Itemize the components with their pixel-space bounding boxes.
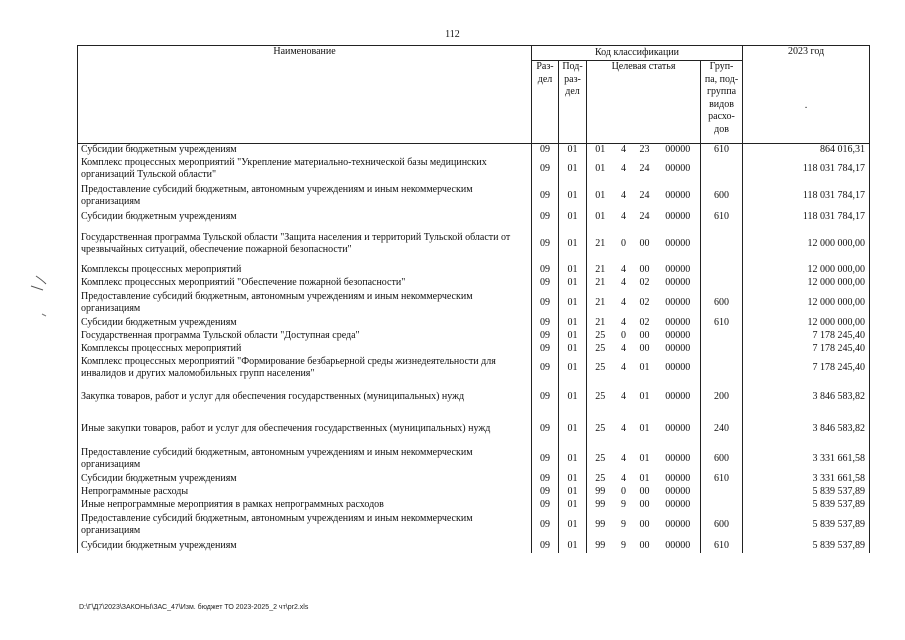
row-name: Предоставление субсидий бюджетным, автономным учреждениям и иным некоммерческим организациям — [78, 445, 532, 472]
row-name: Субсидии бюджетным учреждениям — [78, 209, 532, 224]
row-expense-group: 600 — [701, 511, 743, 538]
row-razdel: 09 — [532, 538, 559, 553]
row-target-type: 4 — [621, 316, 626, 328]
row-amount: 5 839 537,89 — [743, 498, 870, 511]
row-target-type: 0 — [621, 485, 626, 497]
header-year — [743, 46, 870, 144]
table-row — [78, 342, 870, 355]
row-target-subprogram: 24 — [639, 210, 650, 222]
row-podrazdel: 01 — [559, 276, 587, 289]
row-name: Комплексы процессных мероприятий — [78, 342, 532, 355]
row-podrazdel: 01 — [559, 156, 587, 182]
row-podrazdel: 01 — [559, 209, 587, 224]
row-target-direction: 00000 — [656, 445, 701, 472]
row-target-type: 4 — [621, 276, 626, 288]
row-name: Предоставление субсидий бюджетным, автономным учреждениям и иным некоммерческим организациям — [78, 182, 532, 209]
row-target-type: 4 — [621, 452, 626, 464]
row-razdel: 09 — [532, 144, 559, 157]
table-row — [78, 329, 870, 342]
header-code: Код классификации — [532, 46, 743, 61]
row-expense-group — [701, 355, 743, 381]
row-podrazdel: 01 — [559, 316, 587, 329]
table-row — [78, 511, 870, 538]
header-podrazdel: Под- раз- дел — [559, 61, 587, 144]
row-target-program: 01 — [595, 144, 606, 155]
row-amount: 5 839 537,89 — [743, 511, 870, 538]
row-target-type: 4 — [621, 163, 626, 174]
row-amount: 3 331 661,58 — [743, 472, 870, 485]
row-target-direction: 00000 — [656, 355, 701, 381]
row-name: Закупка товаров, работ и услуг для обеспечения государственных (муниципальных) нужд — [78, 381, 532, 413]
row-name: Субсидии бюджетным учреждениям — [78, 316, 532, 329]
row-target-type: 0 — [621, 329, 626, 341]
row-name: Иные закупки товаров, работ и услуг для обеспечения государственных (муниципальных) нужд — [78, 413, 532, 445]
row-target-direction: 00000 — [656, 156, 701, 182]
row-target-program: 01 — [595, 210, 606, 222]
row-target-program: 25 — [595, 391, 606, 402]
row-razdel: 09 — [532, 342, 559, 355]
row-target-direction: 00000 — [656, 276, 701, 289]
row-target-subprogram: 00 — [639, 539, 650, 551]
row-expense-group: 600 — [701, 182, 743, 209]
row-target-program: 25 — [595, 452, 606, 464]
row-podrazdel: 01 — [559, 182, 587, 209]
row-name: Комплекс процессных мероприятий "Формирование безбарьерной среды жизнедеятельности для инвалидов и других маломобильных групп населения" — [78, 355, 532, 381]
header-name — [78, 46, 532, 144]
row-razdel: 09 — [532, 485, 559, 498]
row-target-subprogram: 01 — [639, 452, 650, 464]
row-target-direction: 00000 — [656, 182, 701, 209]
row-target-type: 4 — [621, 296, 626, 308]
row-podrazdel: 01 — [559, 498, 587, 511]
row-razdel: 09 — [532, 413, 559, 445]
row-target-program: 01 — [595, 163, 606, 174]
row-expense-group: 600 — [701, 445, 743, 472]
row-target-subprogram: 00 — [639, 485, 650, 497]
table-row — [78, 144, 870, 157]
row-target-direction: 00000 — [656, 498, 701, 511]
row-target-direction: 00000 — [656, 342, 701, 355]
row-name: Предоставление субсидий бюджетным, автономным учреждениям и иным некоммерческим организациям — [78, 289, 532, 316]
row-target-program: 25 — [595, 329, 606, 341]
table-body — [78, 144, 870, 554]
row-target-subprogram: 00 — [639, 329, 650, 341]
row-target-direction: 00000 — [656, 381, 701, 413]
row-podrazdel: 01 — [559, 413, 587, 445]
row-amount: 118 031 784,17 — [743, 156, 870, 182]
table-row — [78, 276, 870, 289]
row-podrazdel: 01 — [559, 263, 587, 276]
row-target-direction: 00000 — [656, 263, 701, 276]
row-name: Субсидии бюджетным учреждениям — [78, 472, 532, 485]
row-podrazdel: 01 — [559, 224, 587, 263]
row-razdel: 09 — [532, 276, 559, 289]
page-number: 112 — [445, 29, 460, 40]
row-name: Комплекс процессных мероприятий "Обеспечение пожарной безопасности" — [78, 276, 532, 289]
row-target-subprogram: 01 — [639, 423, 650, 434]
row-razdel: 09 — [532, 445, 559, 472]
row-razdel: 09 — [532, 316, 559, 329]
row-target-program: 21 — [595, 237, 606, 249]
table-row — [78, 156, 870, 182]
row-target-type: 4 — [621, 189, 626, 201]
row-podrazdel: 01 — [559, 511, 587, 538]
row-razdel: 09 — [532, 224, 559, 263]
row-podrazdel: 01 — [559, 472, 587, 485]
row-amount: 3 331 661,58 — [743, 445, 870, 472]
row-target-type: 4 — [621, 423, 626, 434]
row-expense-group — [701, 329, 743, 342]
row-amount: 3 846 583,82 — [743, 381, 870, 413]
footer-file-path: D:\Г\Д7\2023\ЗАКОНЫ\ЗАС_47\Изм. бюджет ТО 2023-2025_2 чт\pr2.xls — [79, 604, 309, 611]
row-target-type: 4 — [621, 342, 626, 354]
row-target-subprogram: 23 — [639, 144, 650, 155]
header-year-mark: · — [804, 102, 808, 114]
row-amount: 12 000 000,00 — [743, 263, 870, 276]
row-target-program: 25 — [595, 342, 606, 354]
table-row — [78, 445, 870, 472]
row-podrazdel: 01 — [559, 381, 587, 413]
row-amount: 5 839 537,89 — [743, 485, 870, 498]
table-row — [78, 289, 870, 316]
row-amount: 118 031 784,17 — [743, 209, 870, 224]
row-expense-group: 200 — [701, 381, 743, 413]
table-row — [78, 498, 870, 511]
row-amount: 5 839 537,89 — [743, 538, 870, 553]
row-expense-group: 610 — [701, 316, 743, 329]
row-podrazdel: 01 — [559, 289, 587, 316]
table-row — [78, 472, 870, 485]
row-target-type: 4 — [621, 210, 626, 222]
row-target-type: 4 — [621, 391, 626, 402]
table-row — [78, 413, 870, 445]
header-year-label: 2023 год — [787, 46, 825, 57]
row-razdel: 09 — [532, 511, 559, 538]
row-target-type: 4 — [621, 144, 626, 155]
row-name: Субсидии бюджетным учреждениям — [78, 538, 532, 553]
row-target-direction: 00000 — [656, 316, 701, 329]
row-target-program: 25 — [595, 472, 606, 484]
row-amount: 7 178 245,40 — [743, 355, 870, 381]
row-expense-group — [701, 498, 743, 511]
row-target-program: 99 — [595, 518, 606, 530]
row-target-program: 25 — [595, 423, 606, 434]
row-name: Субсидии бюджетным учреждениям — [78, 144, 532, 157]
row-amount: 12 000 000,00 — [743, 289, 870, 316]
row-target-type: 9 — [621, 518, 626, 530]
budget-table — [77, 45, 870, 553]
row-expense-group: 610 — [701, 472, 743, 485]
row-amount: 12 000 000,00 — [743, 224, 870, 263]
table-row — [78, 538, 870, 553]
row-podrazdel: 01 — [559, 329, 587, 342]
row-target-direction: 00000 — [656, 144, 701, 157]
row-razdel: 09 — [532, 289, 559, 316]
row-name: Государственная программа Тульской области "Доступная среда" — [78, 329, 532, 342]
row-podrazdel: 01 — [559, 485, 587, 498]
row-name: Государственная программа Тульской области "Защита населения и территорий Тульской области от чрезвычайных ситуаций, обеспечение пожарной безопасности" — [78, 224, 532, 263]
row-podrazdel: 01 — [559, 355, 587, 381]
row-target-program: 21 — [595, 263, 606, 275]
row-target-type: 0 — [621, 237, 626, 249]
row-expense-group: 610 — [701, 538, 743, 553]
row-podrazdel: 01 — [559, 538, 587, 553]
row-expense-group — [701, 156, 743, 182]
row-razdel: 09 — [532, 209, 559, 224]
table-row — [78, 355, 870, 381]
row-target-subprogram: 00 — [639, 498, 650, 510]
row-target-subprogram: 00 — [639, 342, 650, 354]
row-amount: 12 000 000,00 — [743, 276, 870, 289]
row-name: Непрограммные расходы — [78, 485, 532, 498]
row-target-type: 4 — [621, 362, 626, 373]
row-target-direction: 00000 — [656, 413, 701, 445]
row-target-direction: 00000 — [656, 329, 701, 342]
row-name: Предоставление субсидий бюджетным, автономным учреждениям и иным некоммерческим организациям — [78, 511, 532, 538]
row-razdel: 09 — [532, 381, 559, 413]
table-row — [78, 224, 870, 263]
table-row — [78, 485, 870, 498]
header-razdel: Раз- дел — [532, 61, 559, 144]
row-expense-group — [701, 224, 743, 263]
header-gruppa: Груп- па, под- группа видов расхо- дов — [701, 61, 743, 144]
row-target-program: 99 — [595, 539, 606, 551]
row-expense-group — [701, 342, 743, 355]
row-expense-group: 600 — [701, 289, 743, 316]
row-target-program: 21 — [595, 276, 606, 288]
table-row — [78, 316, 870, 329]
table-row — [78, 182, 870, 209]
row-target-program: 01 — [595, 189, 606, 201]
row-podrazdel: 01 — [559, 144, 587, 157]
table-row — [78, 263, 870, 276]
row-target-program: 21 — [595, 316, 606, 328]
row-razdel: 09 — [532, 156, 559, 182]
row-podrazdel: 01 — [559, 342, 587, 355]
row-expense-group — [701, 485, 743, 498]
row-name: Иные непрограммные мероприятия в рамках непрограммных расходов — [78, 498, 532, 511]
header-tselevaya: Целевая статья — [587, 61, 701, 144]
row-target-subprogram: 01 — [639, 362, 650, 373]
row-amount: 118 031 784,17 — [743, 182, 870, 209]
row-amount: 864 016,31 — [743, 144, 870, 157]
row-amount: 7 178 245,40 — [743, 329, 870, 342]
row-expense-group: 610 — [701, 209, 743, 224]
row-razdel: 09 — [532, 182, 559, 209]
row-target-type: 4 — [621, 263, 626, 275]
table-row — [78, 209, 870, 224]
table-header — [78, 46, 870, 144]
row-target-subprogram: 02 — [639, 316, 650, 328]
table-row — [78, 381, 870, 413]
row-target-direction: 00000 — [656, 538, 701, 553]
row-target-program: 99 — [595, 485, 606, 497]
row-razdel: 09 — [532, 498, 559, 511]
row-target-subprogram: 01 — [639, 391, 650, 402]
row-expense-group: 240 — [701, 413, 743, 445]
row-target-subprogram: 24 — [639, 163, 650, 174]
row-expense-group — [701, 276, 743, 289]
row-name: Комплекс процессных мероприятий "Укрепление материально-технической базы медицинских организаций Тульской области" — [78, 156, 532, 182]
row-target-direction: 00000 — [656, 472, 701, 485]
row-amount: 3 846 583,82 — [743, 413, 870, 445]
row-target-subprogram: 00 — [639, 263, 650, 275]
row-target-subprogram: 02 — [639, 276, 650, 288]
row-target-direction: 00000 — [656, 209, 701, 224]
row-target-direction: 00000 — [656, 224, 701, 263]
row-razdel: 09 — [532, 355, 559, 381]
row-expense-group — [701, 263, 743, 276]
row-expense-group: 610 — [701, 144, 743, 157]
row-target-type: 9 — [621, 539, 626, 551]
header-name-label: Наименование — [273, 46, 336, 57]
row-target-program: 99 — [595, 498, 606, 510]
row-target-direction: 00000 — [656, 289, 701, 316]
row-target-subprogram: 00 — [639, 518, 650, 530]
row-target-subprogram: 24 — [639, 189, 650, 201]
row-target-direction: 00000 — [656, 511, 701, 538]
row-razdel: 09 — [532, 329, 559, 342]
row-target-subprogram: 02 — [639, 296, 650, 308]
row-target-type: 9 — [621, 498, 626, 510]
row-target-program: 25 — [595, 362, 606, 373]
row-name: Комплексы процессных мероприятий — [78, 263, 532, 276]
row-target-type: 4 — [621, 472, 626, 484]
row-amount: 12 000 000,00 — [743, 316, 870, 329]
row-podrazdel: 01 — [559, 445, 587, 472]
row-amount: 7 178 245,40 — [743, 342, 870, 355]
row-razdel: 09 — [532, 472, 559, 485]
row-target-subprogram: 01 — [639, 472, 650, 484]
row-target-program: 21 — [595, 296, 606, 308]
row-target-subprogram: 00 — [639, 237, 650, 249]
row-razdel: 09 — [532, 263, 559, 276]
row-target-direction: 00000 — [656, 485, 701, 498]
